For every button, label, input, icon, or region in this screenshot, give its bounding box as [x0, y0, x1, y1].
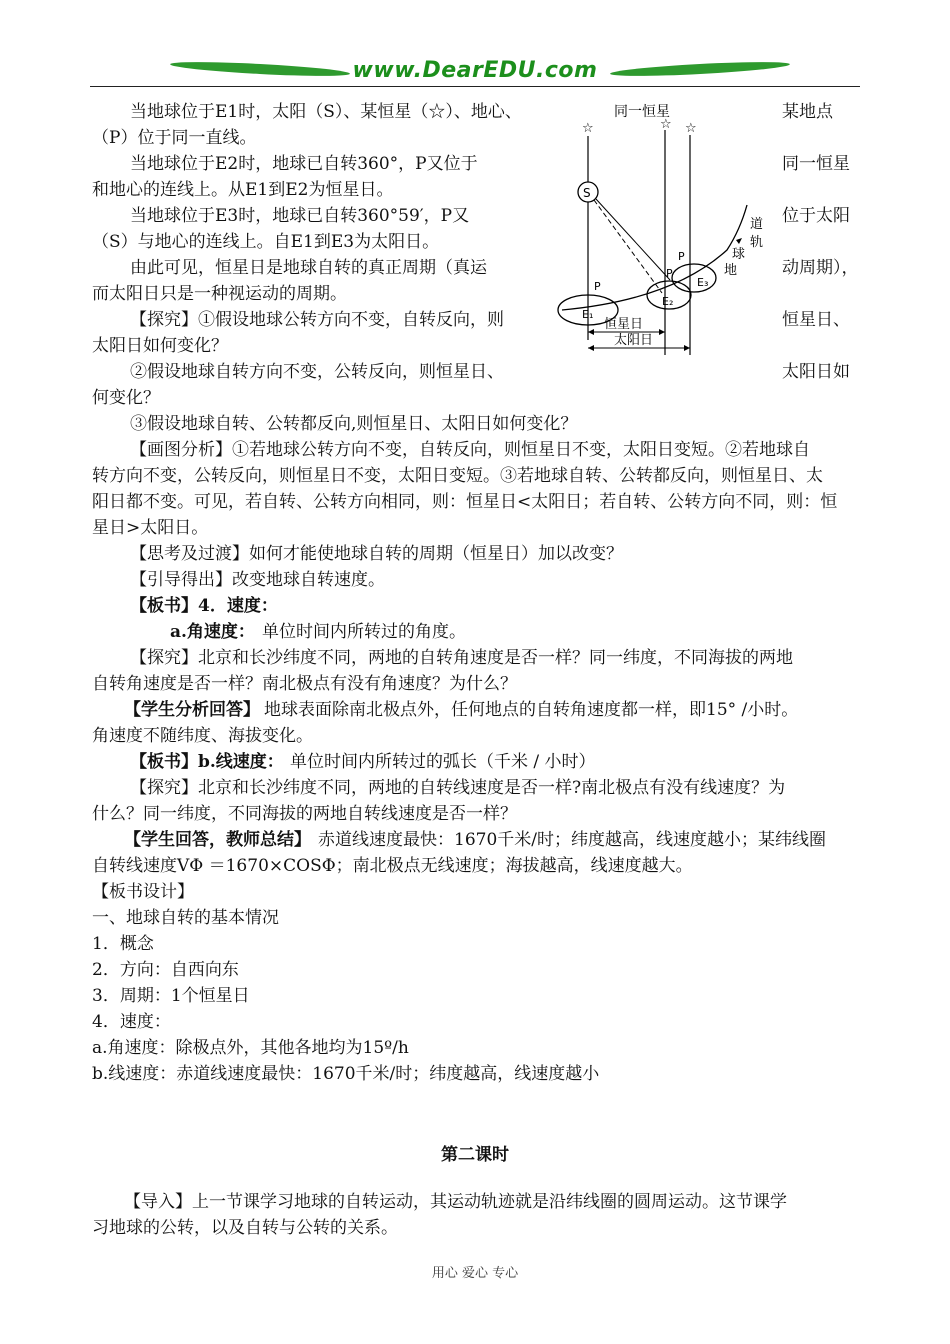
text-line: 恒星日、 [782, 310, 850, 330]
text-line: 【引导得出】改变地球自转速度。 [130, 570, 385, 590]
text-line: 当地球位于E1时，太阳（S）、某恒星（☆）、地心、 [130, 102, 522, 122]
text-line: 阳日都不变。可见，若自转、公转方向相同，则：恒星日<太阳日；若自转、公转方向不同，则：恒 [92, 492, 838, 512]
text-line: 【探究】北京和长沙纬度不同，两地的自转线速度是否一样?南北极点有没有线速度？为 [130, 778, 786, 798]
text-line: 【板书】b.线速度： [130, 752, 284, 772]
text-line: 太阳日如何变化？ [92, 336, 228, 356]
header-rule [90, 86, 860, 87]
text-line: 自转角速度是否一样？南北极点有没有角速度？为什么？ [92, 674, 517, 694]
text-line: （S）与地心的连线上。自E1到E3为太阳日。 [92, 232, 440, 252]
text-line: 【导入】上一节课学习地球的自转运动，其运动轨迹就是沿纬线圈的圆周运动。这节课学 [124, 1192, 787, 1212]
text-line: 【学生分析回答】 [124, 700, 260, 720]
solar-day-label: 太阳日 [614, 333, 654, 348]
figure-title: 同一恒星 [614, 104, 670, 120]
text-line: 转方向不变，公转反向，则恒星日不变，太阳日变短。③若地球自转、公转都反向，则恒星日、太 [92, 466, 823, 486]
orbit-path [562, 205, 747, 310]
text-line: 什么？同一纬度，不同海拔的两地自转线速度是否一样？ [92, 804, 517, 824]
text-line: a.角速度： [170, 622, 255, 642]
text-line: 赤道线速度最快：1670千米/时；纬度越高，线速度越小；某纬线圈 [318, 830, 826, 850]
text-line: 1．概念 [92, 934, 154, 954]
text-line: 当地球位于E2时，地球已自转360°，P又位于 [130, 154, 478, 174]
text-line: 星日>太阳日。 [92, 518, 209, 538]
svg-text:地: 地 [724, 263, 738, 278]
earth-e3-icon [672, 264, 716, 292]
text-line: 太阳日如 [782, 362, 850, 382]
text-line: 和地心的连线上。从E1到E2为恒星日。 [92, 180, 394, 200]
text-line: 单位时间内所转过的弧长（千米 / 小时） [290, 752, 596, 772]
text-line: 位于太阳 [782, 206, 850, 226]
text-line: b.线速度：赤道线速度最快：1670千米/时；纬度越高，线速度越小 [92, 1064, 600, 1084]
page-header [90, 58, 860, 90]
page-footer: 用心 爱心 专心 [431, 1266, 519, 1281]
text-line: 【板书设计】 [92, 882, 194, 902]
text-line: 同一恒星 [782, 154, 850, 174]
text-line: 3．周期：1个恒星日 [92, 986, 250, 1006]
text-line: 动周期）， [782, 258, 859, 278]
svg-text:轨: 轨 [750, 235, 764, 250]
text-line: 由此可见，恒星日是地球自转的真正周期（真运 [130, 258, 487, 278]
svg-text:P: P [666, 267, 673, 280]
text-line: 【思考及过渡】如何才能使地球自转的周期（恒星日）加以改变？ [130, 544, 623, 564]
text-line: 某地点 [782, 102, 833, 122]
site-logo[interactable]: www.DearEDU.com [352, 58, 598, 83]
svg-text:球: 球 [732, 247, 746, 262]
text-line: 自转线速度VΦ ＝1670×COSΦ；南北极点无线速度；海拔越高，线速度越大。 [92, 856, 693, 876]
text-line: 【板书】4．速度： [130, 596, 278, 616]
text-line: 【探究】①假设地球公转方向不变，自转反向，则 [130, 310, 504, 330]
section-title: 第二课时 [441, 1145, 509, 1165]
star-icon: ☆ [660, 117, 672, 132]
star-icon: ☆ [582, 121, 594, 136]
text-line: （P）位于同一直线。 [92, 128, 257, 148]
sidereal-day-label: 恒星日 [604, 317, 644, 332]
star-icon: ☆ [685, 121, 697, 136]
text-line: 【探究】北京和长沙纬度不同，两地的自转角速度是否一样？同一纬度，不同海拔的两地 [130, 648, 793, 668]
text-line: 4．速度： [92, 1012, 171, 1032]
text-line: 角速度不随纬度、海拔变化。 [92, 726, 313, 746]
text-line: 而太阳日只是一种视运动的周期。 [92, 284, 347, 304]
earth-rotation-diagram [552, 100, 782, 360]
text-line: 【学生回答，教师总结】 [124, 830, 311, 850]
text-line: 当地球位于E3时，地球已自转360°59′，P又 [130, 206, 470, 226]
e2-label: E₂ [662, 295, 674, 308]
text-line: ③假设地球自转、公转都反向,则恒星日、太阳日如何变化？ [130, 414, 578, 434]
text-line: ②假设地球自转方向不变，公转反向，则恒星日、 [130, 362, 504, 382]
text-line: 地球表面除南北极点外，任何地点的自转角速度都一样，即15° /小时。 [264, 700, 799, 720]
text-line: 2．方向：自西向东 [92, 960, 239, 980]
text-line: 何变化？ [92, 388, 160, 408]
p-label: P [594, 280, 601, 293]
e1-label: E₁ [582, 308, 594, 321]
svg-text:P: P [678, 250, 685, 263]
text-line: 单位时间内所转过的角度。 [262, 622, 466, 642]
text-line: 习地球的公转，以及自转与公转的关系。 [92, 1218, 398, 1238]
text-line: a.角速度：除极点外，其他各地均为15º/h [92, 1038, 409, 1058]
sun-label: S [583, 186, 591, 200]
e3-label: E₃ [697, 276, 709, 289]
orbit-label: 道 [750, 217, 764, 232]
text-line: 【画图分析】①若地球公转方向不变，自转反向，则恒星日不变，太阳日变短。②若地球自 [130, 440, 810, 460]
text-line: 一、地球自转的基本情况 [92, 908, 279, 928]
